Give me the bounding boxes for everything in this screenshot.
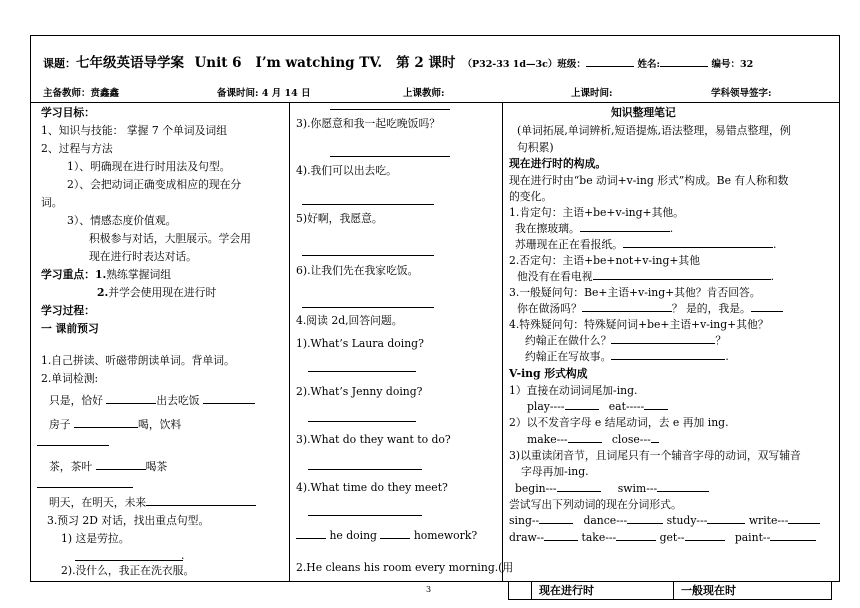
answer-blank[interactable] xyxy=(557,481,601,492)
vocab-blank-line[interactable] xyxy=(37,487,133,488)
course-name: 七年级英语导学案 xyxy=(76,55,184,71)
table-divider xyxy=(673,582,674,599)
objective-process-2: 2）、会把动词正确变成相应的现在分 xyxy=(67,178,242,191)
preview-step-3: 3.预习 2D 对话，找出重点句型。 xyxy=(47,514,210,527)
objective-process-2-cont: 词。 xyxy=(41,196,63,209)
reading-question-1: 1).What’s Laura doing? xyxy=(296,337,424,350)
negative-example-text: 他没有在看电视 xyxy=(517,270,593,283)
preview-heading: 一 课前预习 xyxy=(41,322,99,335)
preview-step-1: 1.自己拼读、听磁带朗读单词。背单词。 xyxy=(41,354,235,367)
answer-blank[interactable] xyxy=(623,237,773,248)
key-sentence-1: 1) 这是劳拉。 xyxy=(61,532,130,545)
exercise-1 xyxy=(296,528,477,542)
ving-rule-1: 1）直接在动词词尾加-ing. xyxy=(509,384,638,397)
column-notes xyxy=(503,103,839,597)
column-sentences xyxy=(290,103,514,581)
wh-example-1-text: 约翰正在做什么？ xyxy=(525,334,612,347)
lesson-teacher: 上课教师: xyxy=(403,88,445,99)
ving-take: take--- xyxy=(581,531,617,544)
key-sentence-3: 3).你愿意和我一起吃晚饭吗？ xyxy=(296,117,441,130)
table-header-simple-present: 一般现在时 xyxy=(681,584,736,597)
notes-subtitle-cont: 句积累) xyxy=(517,141,554,154)
key-points-label: 学习重点： xyxy=(41,268,95,281)
answer-blank[interactable] xyxy=(751,301,783,312)
column-objectives xyxy=(31,103,290,581)
objective-knowledge: 1、知识与技能： 掌握 7 个单词及词组 xyxy=(41,124,227,137)
vocab-blank[interactable] xyxy=(146,495,256,506)
answer-line[interactable] xyxy=(308,515,422,516)
answer-blank[interactable] xyxy=(611,349,725,360)
ving-practice-row-2 xyxy=(509,530,816,544)
prep-date: 备课时间: 4 月 14 日 xyxy=(217,88,311,99)
name-blank[interactable] xyxy=(660,55,708,67)
answer-blank[interactable] xyxy=(788,513,820,524)
page-range: （P32-33 1d—3c） xyxy=(462,59,558,70)
structure-heading: 现在进行时的构成。 xyxy=(509,157,607,170)
worksheet-page xyxy=(30,35,840,597)
ving-study: study--- xyxy=(666,514,708,527)
objective-attitude-text-cont: 现在进行时表达对话。 xyxy=(89,250,197,263)
affirmative-example-2: 苏珊现在正在看报纸。 . xyxy=(515,238,777,251)
objective-attitude: 3）、情感态度价值观。 xyxy=(67,214,177,227)
preview-step-2: 2.单词检测: xyxy=(41,372,99,385)
answer-line[interactable] xyxy=(308,469,422,470)
key-points-1 xyxy=(41,267,171,282)
key-point-1-text: 熟练掌握词组 xyxy=(106,268,172,281)
ving-rule-3-cont: 字母再加-ing. xyxy=(521,465,589,478)
vocab-blank[interactable] xyxy=(203,393,255,404)
yes-no-example-a: ？ 是的，我是。 xyxy=(671,302,751,315)
key-point-number-1: 1. xyxy=(94,268,107,281)
ving-practice-heading: 尝试写出下列动词的现在分词形式。 xyxy=(509,498,682,511)
answer-line[interactable] xyxy=(302,255,434,256)
reading-question-2: 2).What’s Jenny doing? xyxy=(296,385,423,398)
answer-line[interactable] xyxy=(330,156,450,157)
vocab-tea: 茶，茶叶 xyxy=(49,460,93,473)
wh-example-2 xyxy=(525,349,729,364)
table-divider xyxy=(531,582,532,599)
wh-example-2-text: 约翰正在写故事。 xyxy=(525,350,612,363)
key-point-number-2: 2. xyxy=(97,286,109,299)
affirmative-rule: 1.肯定句：主语+be+v-ing+其他。 xyxy=(509,206,684,219)
leader-signature: 学科领导签字: xyxy=(711,88,772,99)
ving-get: get-- xyxy=(659,531,685,544)
lesson-time: 上课时间: xyxy=(571,88,613,99)
ving-write: write--- xyxy=(748,514,789,527)
answer-blank[interactable] xyxy=(544,530,578,541)
key-sentence-5: 5)好啊，我愿意。 xyxy=(296,212,383,225)
answer-line[interactable] xyxy=(75,560,183,561)
answer-blank[interactable] xyxy=(611,333,715,344)
answer-line[interactable] xyxy=(330,109,450,110)
exercise-2: 2.He cleans his room every morning.(用 xyxy=(296,561,514,574)
ving-rule-2: 2）以不发音字母 e 结尾动词，去 e 再加 ing. xyxy=(509,416,729,429)
vocab-drink: 喝，饮料 xyxy=(138,418,182,431)
ving-rule-1-example xyxy=(527,399,668,413)
vocab-row-3 xyxy=(49,459,167,474)
answer-blank[interactable] xyxy=(627,513,663,524)
answer-line[interactable] xyxy=(302,204,434,205)
reading-question-3: 3).What do they want to do? xyxy=(296,433,451,446)
vocab-just: 只是，恰好 xyxy=(49,394,103,407)
process-heading: 学习过程： xyxy=(41,304,95,317)
ving-draw: draw-- xyxy=(509,531,545,544)
answer-blank[interactable] xyxy=(568,432,602,443)
reading-task: 4.阅读 2d,回答问题。 xyxy=(296,314,403,327)
vocab-row-4 xyxy=(49,495,256,510)
tense-comparison-table xyxy=(508,581,832,600)
vocab-blank-line[interactable] xyxy=(37,445,109,446)
wh-rule: 4.特殊疑问句：特殊疑问词+be+主语+v-ing+其他？ xyxy=(509,318,769,331)
answer-blank[interactable] xyxy=(644,399,668,410)
exercise-1-mid: he doing xyxy=(329,529,377,542)
ving-paint: paint-- xyxy=(734,531,771,544)
period-mark: . xyxy=(181,549,185,562)
wh-example-1-mark: ？ xyxy=(715,334,727,347)
structure-desc: 现在进行时由“be 动词+v-ing 形式”构成。Be 有人称和数 xyxy=(509,174,789,187)
answer-blank[interactable] xyxy=(580,221,670,232)
objective-process: 2、过程与方法 xyxy=(41,142,113,155)
ving-close: close--- xyxy=(611,433,651,446)
vocab-tomorrow: 明天，在明天，未来 xyxy=(49,496,147,509)
exercise-1-end: homework? xyxy=(413,529,478,542)
negative-example: 他没有在看电视 . xyxy=(517,270,775,283)
ving-practice-row-1 xyxy=(509,513,820,527)
page-number: 3 xyxy=(426,585,432,594)
class-blank[interactable] xyxy=(586,55,634,67)
objectives-heading: 学习目标： xyxy=(41,106,95,119)
ving-rule-3-example xyxy=(515,481,709,495)
name-label: 姓名: xyxy=(637,59,660,70)
vocab-eat-out: 出去吃饭 xyxy=(156,394,200,407)
ving-rule-2-example xyxy=(527,432,659,446)
class-label: 班级： xyxy=(557,59,586,70)
ving-swim: swim--- xyxy=(617,482,658,495)
answer-line[interactable] xyxy=(308,421,416,422)
negative-rule: 2.否定句：主语+be+not+v-ing+其他 xyxy=(509,254,701,267)
vocab-blank[interactable] xyxy=(74,417,138,428)
answer-line[interactable] xyxy=(302,307,434,308)
answer-blank[interactable] xyxy=(616,530,656,541)
ving-make: make--- xyxy=(527,433,568,446)
affirmative-example-1: 我在擦玻璃。 . xyxy=(515,222,674,235)
ving-sing: sing-- xyxy=(509,514,540,527)
wh-example-1 xyxy=(525,333,726,348)
answer-blank[interactable] xyxy=(582,301,672,312)
table-header-present-continuous: 现在进行时 xyxy=(539,584,594,597)
objective-process-1: 1）、明确现在进行时用法及句型。 xyxy=(67,160,231,173)
vocab-row-2 xyxy=(49,417,181,432)
notes-heading: 知识整理笔记 xyxy=(611,106,676,119)
answer-blank[interactable] xyxy=(539,513,573,524)
key-points-2 xyxy=(97,285,216,300)
affirmative-example-2-text: 苏珊现在正在看报纸。 xyxy=(515,238,623,251)
answer-blank[interactable] xyxy=(651,432,659,443)
vocab-row-1 xyxy=(49,393,255,408)
key-sentence-4: 4).我们可以出去吃。 xyxy=(296,164,397,177)
vocab-blank[interactable] xyxy=(106,393,156,404)
title-label: 课题： xyxy=(43,57,76,70)
ving-play: play---- xyxy=(527,400,565,413)
unit-number: Unit 6 xyxy=(194,55,242,71)
reading-question-4: 4).What time do they meet? xyxy=(296,481,448,494)
wh-example-2-mark: . xyxy=(725,350,729,363)
worksheet-header xyxy=(31,36,839,103)
main-teacher: 主备教师：贲鑫鑫 xyxy=(43,88,120,99)
yes-no-rule: 3.一般疑问句：Be+主语+v-ing+其他？肯否回答。 xyxy=(509,286,761,299)
answer-blank[interactable] xyxy=(707,513,745,524)
answer-blank[interactable] xyxy=(685,530,725,541)
vocab-blank[interactable] xyxy=(96,459,146,470)
lesson-number: 第 2 课时 xyxy=(396,55,456,71)
yes-no-example xyxy=(517,301,783,316)
objective-attitude-text: 积极参与对话，大胆展示。学会用 xyxy=(89,232,251,245)
unit-title: I’m watching TV. xyxy=(255,55,383,71)
notes-subtitle: (单词拓展,单词辨析,短语提炼,语法整理，易错点整理，例 xyxy=(517,124,791,137)
ving-begin: begin--- xyxy=(515,482,557,495)
ving-heading: V-ing 形式构成 xyxy=(509,367,588,380)
key-sentence-2: 2).没什么，我正在洗衣服。 xyxy=(61,564,195,577)
answer-blank[interactable] xyxy=(657,481,709,492)
answer-blank[interactable] xyxy=(565,399,599,410)
answer-blank[interactable] xyxy=(593,269,771,280)
vocab-drink-tea: 喝茶 xyxy=(145,460,168,473)
structure-desc-cont: 的变化。 xyxy=(509,190,553,203)
yes-no-example-q: 你在做汤吗？ xyxy=(517,302,582,315)
answer-line[interactable] xyxy=(308,371,416,372)
ving-dance: dance--- xyxy=(583,514,628,527)
ving-rule-3: 3)以重读闭音节，且词尾只有一个辅音字母的动词，双写辅音 xyxy=(509,449,801,462)
title-line xyxy=(43,51,753,71)
serial-number: 编号：32 xyxy=(711,59,754,70)
key-sentence-6: 6).让我们先在我家吃饭。 xyxy=(296,264,419,277)
exercise-blank[interactable] xyxy=(296,528,326,539)
ving-eat: eat----- xyxy=(608,400,645,413)
answer-blank[interactable] xyxy=(770,530,816,541)
affirmative-example-1-text: 我在擦玻璃。 xyxy=(515,222,580,235)
exercise-blank[interactable] xyxy=(380,528,410,539)
key-point-2-text: 并学会使用现在进行时 xyxy=(108,286,217,299)
vocab-house: 房子 xyxy=(49,418,71,431)
